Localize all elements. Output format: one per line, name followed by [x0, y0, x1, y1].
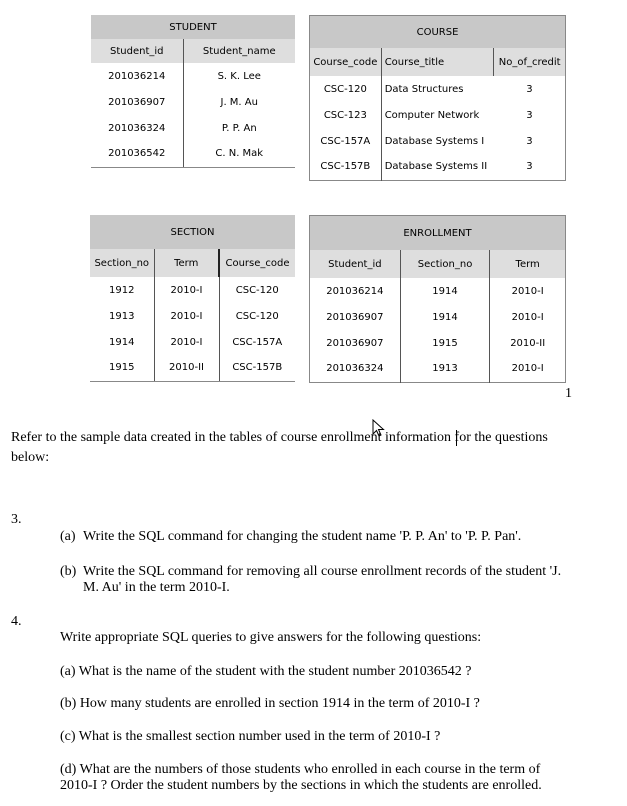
table-cell: 201036214 — [91, 63, 183, 89]
column-header: Course_code — [219, 249, 295, 277]
table-cell: Database Systems I — [381, 128, 494, 154]
table-cell: P. P. An — [183, 115, 295, 141]
column-header: No_of_credit — [494, 48, 566, 76]
table-cell: 1914 — [90, 329, 154, 355]
table-cell: 201036907 — [310, 304, 401, 330]
table-cell: 2010-I — [154, 277, 219, 303]
table-row — [310, 304, 566, 330]
table-title: STUDENT — [91, 15, 295, 39]
table-row — [90, 355, 295, 381]
table-cell: CSC-120 — [219, 303, 295, 329]
table-cell: 3 — [494, 154, 566, 180]
q4-d-1: (d) What are the numbers of those students who enrolled in each course in the term of — [60, 762, 541, 777]
table-cell: CSC-123 — [310, 102, 382, 128]
column-header: Course_title — [381, 48, 494, 76]
table-title: ENROLLMENT — [310, 216, 566, 251]
table-row — [310, 128, 566, 154]
table-row — [90, 277, 295, 303]
table-cell: CSC-157B — [219, 355, 295, 381]
table-cell: CSC-157B — [310, 154, 382, 180]
q4-b: (b) How many students are enrolled in section 1914 in the term of 2010-I ? — [60, 696, 480, 711]
table-row — [310, 330, 566, 356]
table-cell: 1913 — [90, 303, 154, 329]
table-cell: 201036214 — [310, 278, 401, 304]
table-row — [91, 141, 295, 167]
table-row — [91, 63, 295, 89]
table-cell: 201036907 — [91, 89, 183, 115]
table-row — [90, 303, 295, 329]
table-cell: 2010-I — [154, 329, 219, 355]
table-cell: 3 — [494, 128, 566, 154]
table-cell: 3 — [494, 76, 566, 102]
question-4-number: 4. — [11, 614, 22, 629]
page-number: 1 — [565, 386, 572, 401]
column-header: Section_no — [90, 249, 154, 277]
table-cell: 1914 — [400, 278, 490, 304]
column-header: Student_id — [310, 250, 401, 278]
table-cell: 1914 — [400, 304, 490, 330]
table-cell: 201036542 — [91, 141, 183, 167]
table-cell: C. N. Mak — [183, 141, 295, 167]
table-row — [310, 76, 566, 102]
table-cell: 1912 — [90, 277, 154, 303]
table-cell: 1915 — [400, 330, 490, 356]
table-cell: 2010-I — [490, 304, 566, 330]
table-cell: 201036324 — [310, 356, 401, 382]
table-row — [91, 89, 295, 115]
column-header: Student_name — [183, 39, 295, 63]
table-row — [310, 154, 566, 180]
table-cell: Computer Network — [381, 102, 494, 128]
table-cell: 1915 — [90, 355, 154, 381]
table-title: SECTION — [90, 215, 295, 249]
table-cell: CSC-157A — [219, 329, 295, 355]
table-row — [310, 278, 566, 304]
q3-b-text-2: M. Au' in the term 2010-I. — [83, 580, 230, 595]
q3-b-text-1: Write the SQL command for removing all course enrollment records of the student 'J. — [83, 564, 562, 579]
q4-c: (c) What is the smallest section number used in the term of 2010-I ? — [60, 729, 441, 744]
column-header: Student_id — [91, 39, 183, 63]
course-table — [309, 15, 566, 181]
table-cell: Data Structures — [381, 76, 494, 102]
table-cell: CSC-120 — [219, 277, 295, 303]
q3-b-label: (b) — [60, 564, 77, 579]
intro-line-2: below: — [11, 450, 50, 465]
enrollment-table — [309, 215, 566, 383]
table-row — [310, 102, 566, 128]
table-cell: 2010-I — [154, 303, 219, 329]
q4-d-2: 2010-I ? Order the student numbers by the sections in which the students are enrolled. — [60, 778, 542, 793]
table-cell: CSC-120 — [310, 76, 382, 102]
q3-a-text: Write the SQL command for changing the student name 'P. P. An' to 'P. P. Pan'. — [83, 529, 522, 544]
question-3-number: 3. — [11, 512, 22, 527]
table-row — [90, 329, 295, 355]
student-table — [91, 15, 295, 168]
table-cell: CSC-157A — [310, 128, 382, 154]
column-header: Section_no — [400, 250, 490, 278]
q4-a: (a) What is the name of the student with the student number 201036542 ? — [60, 664, 472, 679]
table-cell: J. M. Au — [183, 89, 295, 115]
table-cell: 2010-II — [490, 330, 566, 356]
table-cell: 2010-I — [490, 278, 566, 304]
table-row — [91, 115, 295, 141]
section-table — [90, 215, 295, 382]
table-cell: 1913 — [400, 356, 490, 382]
column-header: Course_code — [310, 48, 382, 76]
q4-intro: Write appropriate SQL queries to give answers for the following questions: — [60, 630, 482, 645]
q3-a-label: (a) — [60, 529, 76, 544]
table-cell: 201036324 — [91, 115, 183, 141]
table-row — [310, 356, 566, 382]
table-cell: 2010-I — [490, 356, 566, 382]
intro-line-1: Refer to the sample data created in the tables of course enrollment information for the questions — [11, 430, 548, 445]
column-header: Term — [490, 250, 566, 278]
column-header: Term — [154, 249, 219, 277]
table-cell: Database Systems II — [381, 154, 494, 180]
table-cell: 2010-II — [154, 355, 219, 381]
table-title: COURSE — [310, 16, 566, 49]
table-cell: 3 — [494, 102, 566, 128]
table-cell: 201036907 — [310, 330, 401, 356]
table-cell: S. K. Lee — [183, 63, 295, 89]
